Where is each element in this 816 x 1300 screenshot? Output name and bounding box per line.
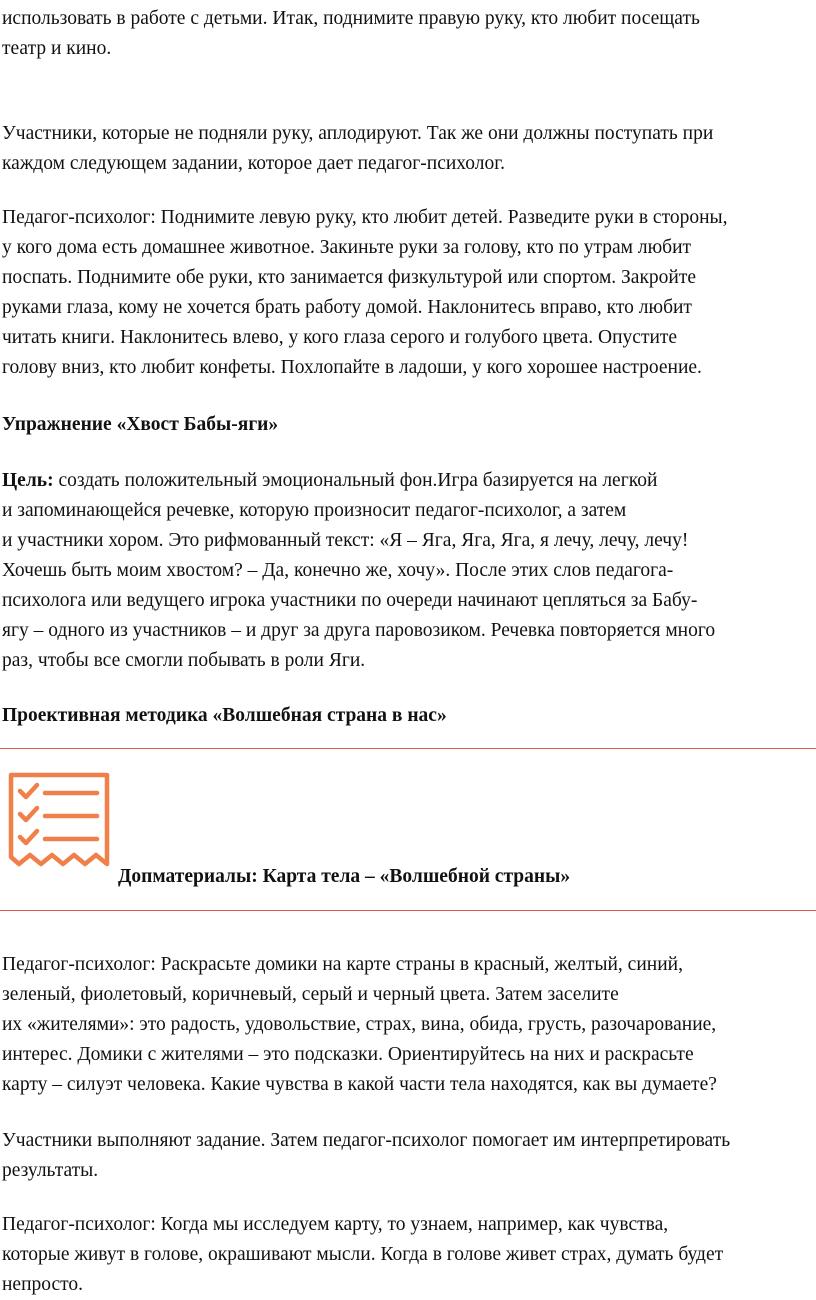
materials-title[interactable]: Допматериалы: Карта тела – «Волшебной страны» bbox=[118, 866, 571, 887]
text-line: и участники хором. Это рифмованный текст: «Я – Яга, Яга, Яга, я лечу, лечу, лечу! bbox=[2, 530, 689, 551]
text-line: использовать в работе с детьми. Итак, поднимите правую руку, кто любит посещать bbox=[2, 8, 700, 29]
text-line: которые живут в голове, окрашивают мысли. Когда в голове живет страх, думать будет bbox=[2, 1244, 724, 1265]
text-line: непросто. bbox=[2, 1274, 84, 1295]
text-line: читать книги. Наклонитесь влево, у кого глаза серого и голубого цвета. Опустите bbox=[2, 327, 678, 348]
section-heading-magic-country bbox=[2, 701, 814, 731]
paragraph-applause bbox=[2, 119, 814, 179]
text-line: поспать. Поднимите обе руки, кто занимается физкультурой или спортом. Закройте bbox=[2, 267, 697, 288]
text-line: психолога или ведущего игрока участники по очереди начинают цепляться за Бабу- bbox=[2, 590, 698, 611]
text-line: ягу – одного из участников – и друг за друга паровозиком. Речевка повторяется много bbox=[2, 620, 716, 641]
text-line: Участники выполняют задание. Затем педагог-психолог помогает им интерпретировать bbox=[2, 1130, 731, 1151]
heading-text: Проективная методика «Волшебная страна в нас» bbox=[2, 705, 447, 726]
text-line: интерес. Домики с жителями – это подсказки. Ориентируйтесь на них и раскрасьте bbox=[2, 1044, 694, 1065]
text-line: Педагог-психолог: Раскрасьте домики на карте страны в красный, желтый, синий, bbox=[2, 954, 683, 975]
materials-bottom-divider bbox=[0, 910, 816, 911]
paragraph-participants bbox=[2, 1126, 814, 1186]
paragraph-interpretation bbox=[2, 1210, 814, 1300]
checklist-receipt-icon bbox=[8, 772, 110, 872]
text-line: результаты. bbox=[2, 1160, 99, 1181]
paragraph-instructions bbox=[2, 203, 814, 383]
materials-top-divider bbox=[0, 748, 816, 749]
text-line: Хочешь быть моим хвостом? – Да, конечно же, хочу». После этих слов педагога- bbox=[2, 560, 674, 581]
text-line: Участники, которые не подняли руку, аплодируют. Так же они должны поступать при bbox=[2, 123, 714, 144]
text-line: у кого дома есть домашнее животное. Закиньте руки за голову, кто по утрам любит bbox=[2, 237, 692, 258]
text-line: и запоминающейся речевке, которую произносит педагог-психолог, а затем bbox=[2, 500, 627, 521]
paragraph-goal bbox=[2, 466, 814, 676]
text-line: карту – силуэт человека. Какие чувства в какой части тела находятся, как вы думаете? bbox=[2, 1074, 717, 1095]
section-heading-baba-yaga bbox=[2, 410, 814, 440]
goal-label: Цель: bbox=[2, 470, 54, 491]
text-line bbox=[2, 466, 814, 496]
text-line: зеленый, фиолетовый, коричневый, серый и черный цвета. Затем заселите bbox=[2, 984, 619, 1005]
text-line: театр и кино. bbox=[2, 38, 112, 59]
text-line: руками глаза, кому не хочется брать работу домой. Наклонитесь вправо, кто любит bbox=[2, 297, 692, 318]
goal-text: создать положительный эмоциональный фон.Игра базируется на легкой bbox=[53, 470, 658, 491]
text-line: каждом следующем задании, которое дает педагог-психолог. bbox=[2, 153, 505, 174]
paragraph-coloring-task bbox=[2, 950, 814, 1100]
text-line: Педагог-психолог: Когда мы исследуем карту, то узнаем, например, как чувства, bbox=[2, 1214, 669, 1235]
text-line: раз, чтобы все смогли побывать в роли Яги. bbox=[2, 650, 366, 671]
text-line: голову вниз, кто любит конфеты. Похлопайте в ладоши, у кого хорошее настроение. bbox=[2, 357, 702, 378]
text-line: Педагог-психолог: Поднимите левую руку, кто любит детей. Разведите руки в стороны, bbox=[2, 207, 728, 228]
heading-text: Упражнение «Хвост Бабы-яги» bbox=[2, 414, 279, 435]
text-line: их «жителями»: это радость, удовольствие, страх, вина, обида, грусть, разочарование, bbox=[2, 1014, 717, 1035]
paragraph-intro bbox=[2, 4, 814, 64]
